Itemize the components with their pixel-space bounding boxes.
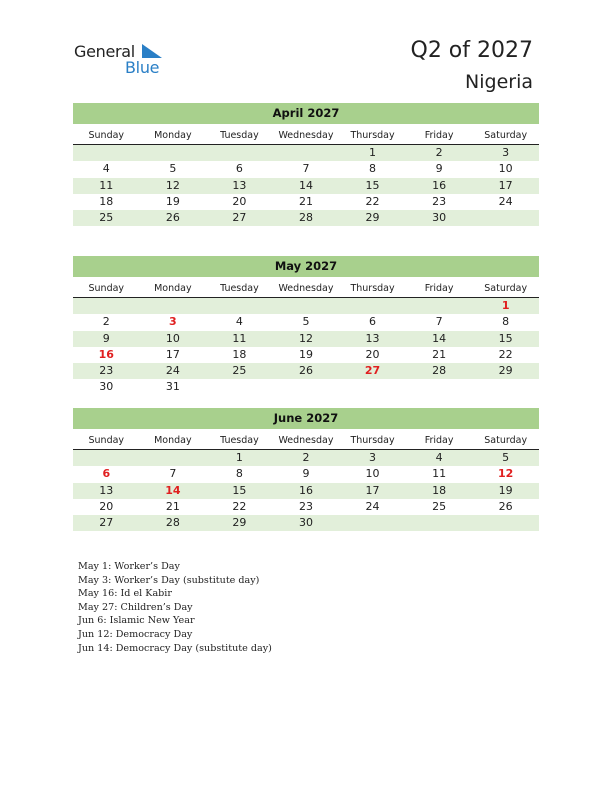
holiday-date-cell: 3 — [169, 315, 177, 329]
weekday-label: Thursday — [350, 435, 395, 446]
weekday-label: Saturday — [484, 283, 528, 294]
date-cell: 17 — [365, 483, 380, 497]
date-cell: 11 — [432, 467, 447, 481]
date-cell: 7 — [435, 315, 443, 329]
date-cell: 14 — [298, 178, 313, 192]
holiday-date-cell: 1 — [501, 299, 510, 312]
date-cell: 16 — [298, 483, 313, 497]
date-cell: 13 — [99, 483, 114, 497]
holiday-list — [78, 560, 272, 655]
month-grid — [73, 145, 539, 226]
date-cell: 20 — [99, 499, 114, 513]
weekday-label: Monday — [154, 435, 192, 446]
date-cell: 29 — [232, 516, 247, 530]
date-cell: 6 — [369, 315, 377, 329]
date-cell: 8 — [369, 162, 377, 176]
date-cell: 30 — [99, 380, 114, 394]
holiday-note: May 1: Worker’s Day — [78, 561, 180, 572]
logo-triangle-icon — [142, 44, 162, 58]
date-cell: 18 — [232, 347, 247, 361]
empty-cell — [140, 145, 207, 161]
month-title: June 2027 — [73, 408, 539, 429]
date-cell: 21 — [432, 347, 447, 361]
weekday-label: Saturday — [484, 130, 528, 141]
date-cell: 11 — [99, 178, 114, 192]
week-row — [73, 499, 539, 515]
date-cell: 2 — [302, 451, 310, 464]
empty-cell — [73, 450, 140, 466]
date-cell: 21 — [298, 194, 313, 208]
date-cell: 24 — [365, 499, 380, 513]
date-cell: 13 — [232, 178, 247, 192]
empty-cell — [140, 450, 207, 466]
holiday-note: Jun 12: Democracy Day — [78, 628, 193, 640]
date-cell: 23 — [99, 364, 114, 378]
date-cell: 30 — [298, 516, 313, 530]
date-cell: 25 — [432, 499, 447, 513]
date-cell: 16 — [432, 178, 447, 192]
week-row — [73, 450, 539, 466]
date-cell: 21 — [165, 499, 180, 513]
date-cell: 4 — [102, 162, 110, 176]
date-cell: 19 — [165, 194, 180, 208]
logo-general-text: General — [74, 42, 135, 61]
week-row — [73, 331, 539, 347]
weekday-label: Friday — [424, 283, 454, 294]
date-cell: 24 — [498, 194, 513, 208]
date-cell: 17 — [165, 347, 180, 361]
date-cell: 28 — [298, 211, 313, 225]
date-cell: 4 — [235, 315, 243, 329]
empty-cell — [206, 145, 273, 161]
weekday-label: Tuesday — [220, 435, 259, 446]
date-cell: 13 — [365, 331, 380, 345]
empty-cell — [339, 298, 406, 314]
date-cell: 28 — [432, 364, 447, 378]
week-row — [73, 347, 539, 363]
date-cell: 8 — [235, 467, 243, 481]
date-cell: 22 — [498, 347, 513, 361]
date-cell: 25 — [99, 211, 114, 225]
month-title: April 2027 — [73, 103, 539, 124]
date-cell: 26 — [498, 499, 513, 513]
holiday-note: May 27: Children’s Day — [78, 601, 193, 613]
weekday-label: Sunday — [88, 435, 125, 446]
week-row — [73, 363, 539, 379]
date-cell: 30 — [432, 211, 447, 225]
date-cell: 29 — [498, 364, 513, 378]
date-cell: 12 — [165, 178, 180, 192]
week-row — [73, 161, 539, 177]
holiday-date-cell: 6 — [102, 467, 111, 481]
weekday-label: Tuesday — [220, 130, 259, 141]
date-cell: 29 — [365, 211, 380, 225]
date-cell: 12 — [298, 331, 313, 345]
month-grid — [73, 450, 539, 531]
country-name: Nigeria — [465, 71, 533, 93]
holiday-note: Jun 6: Islamic New Year — [78, 615, 195, 627]
date-cell: 9 — [435, 162, 443, 176]
weekday-label: Tuesday — [220, 283, 259, 294]
week-row — [73, 194, 539, 210]
date-cell: 14 — [432, 331, 447, 345]
date-cell: 15 — [365, 178, 380, 192]
week-row — [73, 379, 539, 395]
weekday-label: Thursday — [350, 130, 395, 141]
week-row — [73, 483, 539, 499]
date-cell: 19 — [298, 347, 313, 361]
month-april — [73, 103, 539, 226]
empty-cell — [73, 145, 140, 161]
month-title: May 2027 — [73, 256, 539, 277]
date-cell: 2 — [102, 315, 110, 329]
date-cell: 19 — [498, 483, 513, 497]
date-cell: 17 — [498, 178, 513, 192]
logo — [74, 42, 184, 78]
date-cell: 10 — [498, 162, 513, 176]
week-row — [73, 178, 539, 194]
date-cell: 18 — [432, 483, 447, 497]
holiday-date-cell: 12 — [498, 467, 514, 481]
date-cell: 7 — [169, 467, 177, 481]
date-cell: 20 — [232, 194, 247, 208]
date-cell: 3 — [369, 451, 377, 464]
week-row — [73, 210, 539, 226]
weekday-label: Friday — [424, 435, 454, 446]
week-row — [73, 466, 539, 482]
date-cell: 10 — [365, 467, 380, 481]
date-cell: 23 — [298, 499, 313, 513]
weekday-label: Thursday — [350, 283, 395, 294]
date-cell: 4 — [435, 451, 443, 464]
date-cell: 5 — [302, 315, 310, 329]
date-cell: 23 — [432, 194, 447, 208]
weekday-label: Sunday — [88, 283, 125, 294]
weekday-label: Wednesday — [278, 130, 334, 141]
week-row — [73, 515, 539, 531]
date-cell: 31 — [165, 380, 180, 394]
date-cell: 7 — [302, 162, 310, 176]
month-june — [73, 408, 539, 531]
weekday-label: Sunday — [88, 130, 125, 141]
week-row — [73, 314, 539, 330]
date-cell: 27 — [99, 516, 114, 530]
date-cell: 1 — [369, 146, 377, 159]
date-cell: 20 — [365, 347, 380, 361]
month-may — [73, 256, 539, 396]
empty-cell — [406, 379, 473, 395]
date-cell: 2 — [435, 146, 443, 159]
month-grid — [73, 298, 539, 396]
date-cell: 27 — [232, 211, 247, 225]
date-cell: 9 — [302, 467, 310, 481]
holiday-date-cell: 27 — [364, 364, 381, 378]
empty-cell — [339, 515, 406, 531]
holiday-note: May 16: Id el Kabir — [78, 588, 172, 600]
week-row — [73, 145, 539, 161]
weekday-label: Monday — [154, 283, 192, 294]
empty-cell — [406, 298, 473, 314]
empty-cell — [73, 298, 140, 314]
date-cell: 28 — [165, 516, 180, 530]
date-cell: 9 — [102, 331, 110, 345]
date-cell: 22 — [365, 194, 380, 208]
empty-cell — [206, 379, 273, 395]
weekday-label: Wednesday — [278, 435, 334, 446]
date-cell: 3 — [502, 146, 510, 159]
date-cell: 22 — [232, 499, 247, 513]
empty-cell — [339, 379, 406, 395]
empty-cell — [472, 379, 539, 395]
empty-cell — [472, 210, 539, 226]
empty-cell — [206, 298, 273, 314]
date-cell: 5 — [502, 451, 510, 464]
date-cell: 26 — [165, 211, 180, 225]
weekday-label: Monday — [154, 130, 192, 141]
empty-cell — [273, 379, 340, 395]
date-cell: 6 — [235, 162, 243, 176]
empty-cell — [273, 145, 340, 161]
weekday-label: Saturday — [484, 435, 528, 446]
date-cell: 15 — [498, 331, 513, 345]
empty-cell — [472, 515, 539, 531]
date-cell: 18 — [99, 194, 114, 208]
date-cell: 10 — [165, 331, 180, 345]
date-cell: 15 — [232, 483, 247, 497]
date-cell: 25 — [232, 364, 247, 378]
date-cell: 24 — [165, 364, 180, 378]
holiday-note: Jun 14: Democracy Day (substitute day) — [78, 642, 272, 654]
weekday-label: Friday — [424, 130, 454, 141]
holiday-date-cell: 14 — [165, 483, 181, 497]
date-cell: 26 — [298, 364, 313, 378]
date-cell: 8 — [502, 315, 510, 329]
empty-cell — [273, 298, 340, 314]
holiday-date-cell: 16 — [98, 347, 114, 361]
page-title: Q2 of 2027 — [410, 38, 533, 63]
date-cell: 11 — [232, 331, 247, 345]
date-cell: 1 — [235, 451, 243, 464]
weekday-header — [73, 127, 539, 145]
weekday-header — [73, 280, 539, 298]
week-row — [73, 298, 539, 314]
holiday-note: May 3: Worker’s Day (substitute day) — [78, 574, 260, 586]
logo-blue-text: Blue — [125, 58, 160, 77]
empty-cell — [140, 298, 207, 314]
empty-cell — [406, 515, 473, 531]
weekday-label: Wednesday — [278, 283, 334, 294]
weekday-header — [73, 432, 539, 450]
date-cell: 5 — [169, 162, 177, 176]
